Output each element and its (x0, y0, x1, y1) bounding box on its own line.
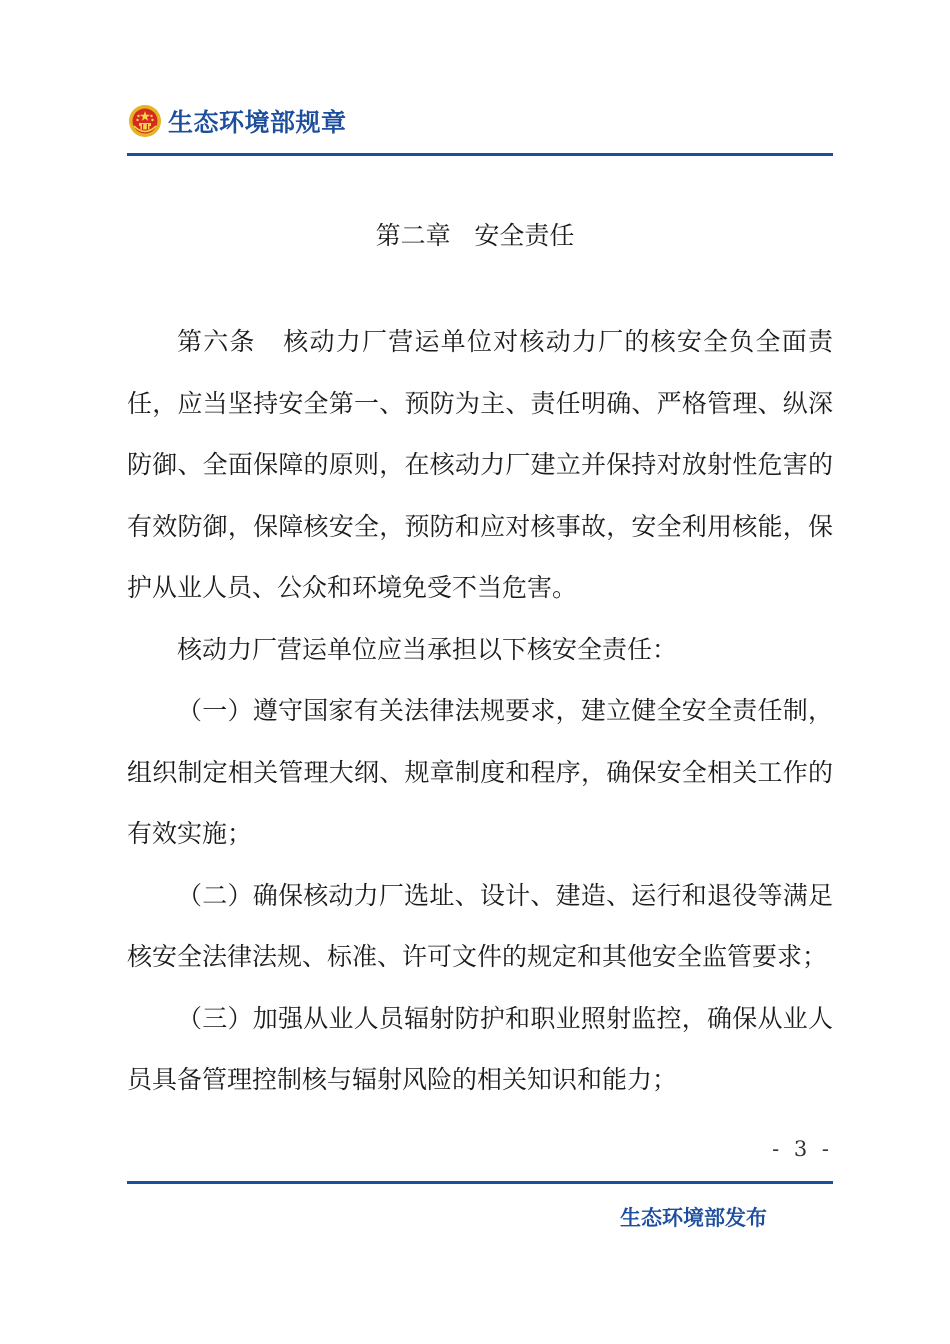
responsibility-item: （二）确保核动力厂选址、设计、建造、运行和退役等满足核安全法律法规、标准、许可文件的规定和其他安全监管要求； (127, 880, 833, 971)
chapter-title: 第二章 安全责任 (375, 221, 575, 250)
document-body (127, 311, 833, 1111)
article-paragraph: 第六条 核动力厂营运单位对核动力厂的核安全负全面责任，应当坚持安全第一、预防为主、责任明确、严格管理、纵深防御、全面保障的原则，在核动力厂建立并保持对放射性危害的有效防御，保障核安全，预防和应对核事故，安全利用核能，保护从业人员、公众和环境免受不当危害。 (127, 327, 833, 602)
responsibility-item: （三）加强从业人员辐射防护和职业照射监控，确保从业人员具备管理控制核与辐射风险的相关知识和能力； (127, 1003, 833, 1094)
footer-publisher: 生态环境部发布 (620, 1206, 767, 1230)
page-number: - 3 - (772, 1137, 833, 1161)
responsibility-item: （一）遵守国家有关法律法规要求，建立健全安全责任制，组织制定相关管理大纲、规章制度和程序，确保安全相关工作的有效实施； (127, 696, 833, 848)
header-divider (127, 153, 833, 156)
responsibility-intro: 核动力厂营运单位应当承担以下核安全责任： (177, 634, 678, 664)
page-header (128, 100, 347, 142)
footer-divider (127, 1181, 833, 1184)
header-title: 生态环境部规章 (168, 108, 347, 137)
national-emblem-icon (128, 104, 162, 138)
